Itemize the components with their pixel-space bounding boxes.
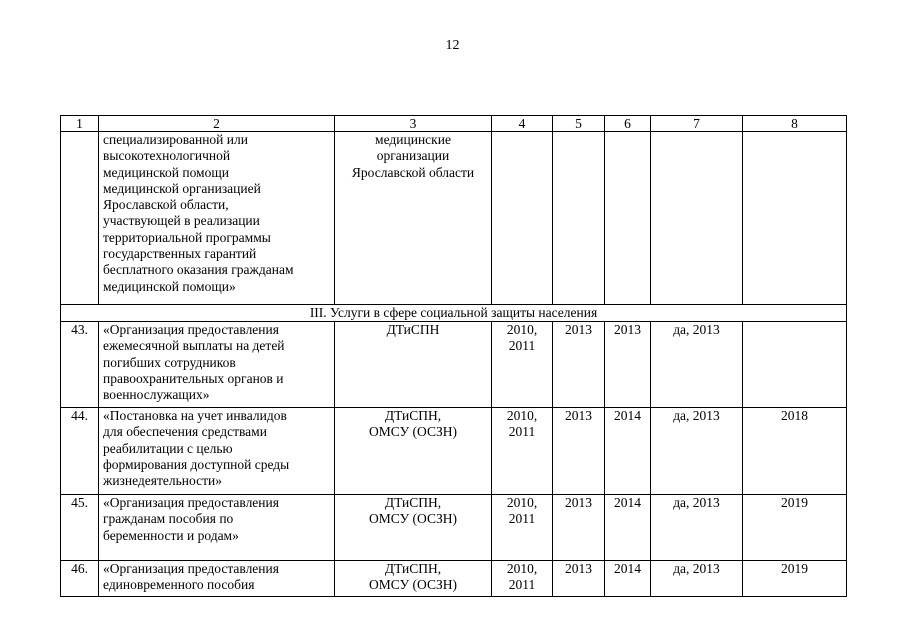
header-cell: 7 <box>651 116 743 132</box>
col6-cell: 2014 <box>605 495 651 561</box>
col6-cell: 2014 <box>605 408 651 495</box>
col5-cell: 2013 <box>553 408 605 495</box>
col6-cell: 2013 <box>605 322 651 408</box>
responsible-cell: ДТиСПН, ОМСУ (ОСЗН) <box>335 408 492 495</box>
col6-cell <box>605 132 651 305</box>
col8-cell: 2019 <box>743 495 847 561</box>
row-number-cell <box>61 132 99 305</box>
header-cell: 2 <box>99 116 335 132</box>
responsible-cell: ДТиСПН, ОМСУ (ОСЗН) <box>335 495 492 561</box>
table-header-row <box>61 116 847 132</box>
table-row <box>61 322 847 408</box>
section-title: III. Услуги в сфере социальной защиты населения <box>61 305 847 322</box>
header-cell: 6 <box>605 116 651 132</box>
col7-cell: да, 2013 <box>651 408 743 495</box>
col8-cell: 2019 <box>743 561 847 597</box>
page-number: 12 <box>445 38 460 53</box>
col8-cell <box>743 322 847 408</box>
col6-cell: 2014 <box>605 561 651 597</box>
col4-cell: 2010, 2011 <box>492 408 553 495</box>
header-cell: 5 <box>553 116 605 132</box>
table-row <box>61 408 847 495</box>
header-cell: 8 <box>743 116 847 132</box>
col8-cell: 2018 <box>743 408 847 495</box>
row-number-cell: 43. <box>61 322 99 408</box>
row-number-cell: 46. <box>61 561 99 597</box>
row-number-cell: 44. <box>61 408 99 495</box>
table-row-continuation <box>61 132 847 305</box>
table-row <box>61 561 847 597</box>
col7-cell <box>651 132 743 305</box>
services-table <box>60 115 847 597</box>
responsible-cell: ДТиСПН, ОМСУ (ОСЗН) <box>335 561 492 597</box>
header-cell: 3 <box>335 116 492 132</box>
col5-cell: 2013 <box>553 495 605 561</box>
table-row <box>61 495 847 561</box>
service-name-cell: специализированной или высокотехнологичной медицинской помощи медицинской организацией Ярославской области, участвующей в реализации территориальной программы государственных гарантий бесплатного оказания гражданам медицинской помощи» <box>99 132 335 305</box>
service-name-cell: «Организация предоставления гражданам пособия по беременности и родам» <box>99 495 335 561</box>
service-name-cell: «Организация предоставления единовременного пособия <box>99 561 335 597</box>
header-cell: 4 <box>492 116 553 132</box>
header-cell: 1 <box>61 116 99 132</box>
col8-cell <box>743 132 847 305</box>
service-name-cell: «Постановка на учет инвалидов для обеспечения средствами реабилитации с целью формирования доступной среды жизнедеятельности» <box>99 408 335 495</box>
responsible-cell: медицинские организации Ярославской области <box>335 132 492 305</box>
col7-cell: да, 2013 <box>651 495 743 561</box>
col7-cell: да, 2013 <box>651 561 743 597</box>
section-heading-row <box>61 305 847 322</box>
col5-cell: 2013 <box>553 322 605 408</box>
row-number-cell: 45. <box>61 495 99 561</box>
service-name-cell: «Организация предоставления ежемесячной выплаты на детей погибших сотрудников правоохранительных органов и военнослужащих» <box>99 322 335 408</box>
col4-cell: 2010, 2011 <box>492 495 553 561</box>
col4-cell <box>492 132 553 305</box>
col4-cell: 2010, 2011 <box>492 561 553 597</box>
col4-cell: 2010, 2011 <box>492 322 553 408</box>
col7-cell: да, 2013 <box>651 322 743 408</box>
col5-cell <box>553 132 605 305</box>
col5-cell: 2013 <box>553 561 605 597</box>
responsible-cell: ДТиСПН <box>335 322 492 408</box>
